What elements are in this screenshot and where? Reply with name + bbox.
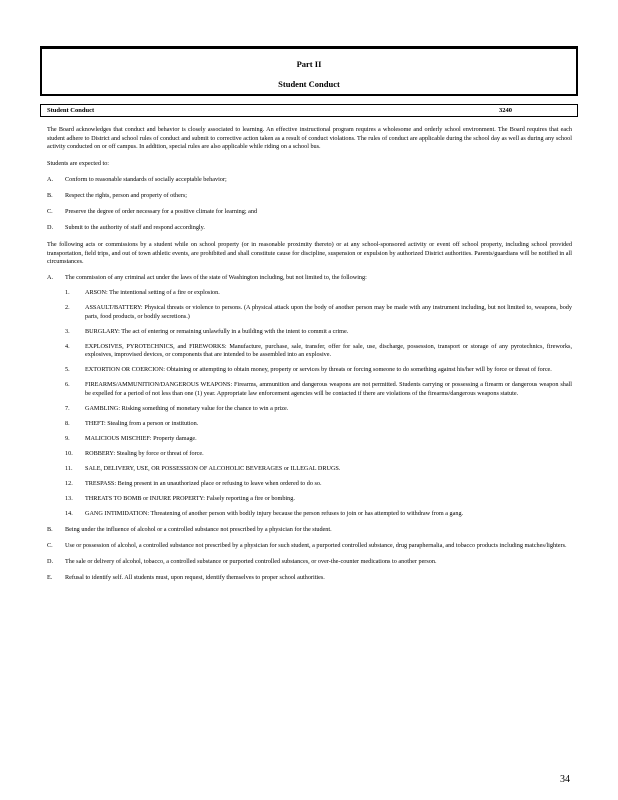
list-marker: 14.	[65, 509, 73, 517]
list-text: EXPLOSIVES, PYROTECHNICS, and FIREWORKS: Manufacture, purchase, sale, transfer, offer for sale, use, discharge, possession, transport or storage of any pyrotechnics, fireworks, explosives, improvised devices, or components that are intended to be assembled into an explosive.	[85, 342, 572, 358]
list-text: THREATS TO BOMB or INJURE PROPERTY: Falsely reporting a fire or bombing.	[85, 494, 295, 502]
list-marker: 1.	[65, 289, 70, 296]
part-header-box	[40, 46, 578, 96]
sub-list-item	[65, 450, 572, 459]
list-text: ROBBERY: Stealing by force or threat of force.	[85, 449, 204, 457]
sub-list-item	[65, 328, 572, 337]
list-text: Preserve the degree of order necessary for a positive climate for learning; and	[65, 208, 258, 215]
list-marker: 4.	[65, 342, 70, 350]
sub-list-item	[65, 510, 572, 519]
list-marker: E.	[47, 573, 53, 581]
list-text: Being under the influence of alcohol or a controlled substance not prescribed by a physician for the student.	[65, 525, 332, 533]
list-marker: 6.	[65, 381, 70, 388]
list-marker: 12.	[65, 479, 73, 487]
list-item	[47, 274, 572, 283]
sub-list-item	[65, 343, 572, 360]
list-text: TRESPASS: Being present in an unauthorized place or refusing to leave when ordered to do so.	[85, 479, 322, 487]
list-marker: 7.	[65, 404, 70, 412]
list-marker: 13.	[65, 494, 73, 502]
list-text: MALICIOUS MISCHIEF: Property damage.	[85, 434, 197, 442]
list-text: Use or possession of alcohol, a controlled substance not prescribed by a physician for such student, a purported controlled substance, drug paraphernalia, and tobacco products including matches/lighters.	[65, 541, 567, 549]
list-marker: B.	[47, 192, 53, 199]
list-marker: B.	[47, 525, 53, 533]
list-text: ASSAULT/BATTERY: Physical threats or violence to persons. (A physical attack upon the body of another person may be made with any instrument including, but not limited to, weapons, body parts, food products, or bodily secretions.)	[85, 304, 572, 320]
prohibited-acts-paragraph: The following acts or commissions by a student while on school property (or in reasonable proximity thereto) or at any school-sponsored activity or event off school property, including school provided transportation, field trips, and out of town athletic events, are prohibited and shall constitute cause for discipline, suspension or expulsion by authorized District authorities. Parents/guardians will be notified in all circumstances.	[47, 241, 572, 265]
policy-title: Student Conduct	[47, 107, 95, 114]
list-text: BURGLARY: The act of entering or remaining unlawfully in a building with the intent to commit a crime.	[85, 327, 349, 335]
list-marker: 8.	[65, 419, 70, 427]
list-text: Conform to reasonable standards of socially acceptable behavior;	[65, 176, 227, 183]
expected-lead: Students are expected to:	[47, 160, 110, 167]
sub-list-item	[65, 420, 572, 429]
list-marker: 5.	[65, 366, 70, 373]
section-title: Student Conduct	[278, 79, 340, 89]
list-text: Respect the rights, person and property of others;	[65, 192, 188, 199]
list-item	[47, 526, 572, 535]
list-item	[47, 208, 572, 217]
list-text: FIREARMS/AMMUNITION/DANGEROUS WEAPONS: Firearms, ammunition and dangerous weapons are not permitted. Students carrying or possessing a firearm or dangerous weapon shall be expelled for a period of not less than one (1) year. Appropriate law enforcement agencies will be contacted if there are violations of the firearms/dangerous weapons statute.	[85, 381, 572, 397]
list-marker: C.	[47, 541, 53, 549]
page-number: 34	[560, 774, 570, 785]
list-marker: A.	[47, 274, 54, 281]
list-item	[47, 558, 572, 567]
list-text: THEFT: Stealing from a person or institution.	[85, 419, 199, 427]
sub-list-item	[65, 435, 572, 444]
list-marker: A.	[47, 176, 54, 183]
policy-number: 3240	[499, 107, 512, 114]
sub-list-item	[65, 304, 572, 321]
list-marker: C.	[47, 208, 53, 215]
sub-list-item	[65, 381, 572, 398]
sub-list-item	[65, 405, 572, 414]
policy-header-box	[40, 104, 578, 117]
list-text: The sale or delivery of alcohol, tobacco, a controlled substance or purported controlled substances, or over-the-counter medications to another person.	[65, 557, 437, 565]
list-marker: 2.	[65, 304, 70, 311]
list-text: SALE, DELIVERY, USE, OR POSSESSION OF ALCOHOLIC BEVERAGES or ILLEGAL DRUGS.	[85, 464, 341, 472]
part-title: Part II	[296, 59, 322, 69]
list-text: EXTORTION OR COERCION: Obtaining or attempting to obtain money, property or services by threats or forcing someone to do something against his/her will by force or threat of force.	[85, 366, 552, 373]
list-text: Submit to the authority of staff and respond accordingly.	[65, 224, 205, 231]
list-text: Refusal to identify self. All students must, upon request, identify themselves to proper school authorities.	[65, 573, 325, 581]
list-text: The commission of any criminal act under the laws of the state of Washington including, but not limited to, the following:	[65, 274, 367, 281]
list-item	[47, 192, 572, 201]
intro-paragraph: The Board acknowledges that conduct and behavior is closely associated to learning. An effective instructional program requires a wholesome and orderly school environment. The Board requires that each student adhere to District and school rules of conduct and submit to corrective action taken as a result of conduct violations. The rules of conduct are applicable during the school day as well as during any school activity conducted on or off campus. In addition, special rules are also applicable while riding on a school bus.	[47, 126, 572, 150]
list-item	[47, 176, 572, 185]
sub-list-item	[65, 366, 572, 375]
list-marker: 3.	[65, 327, 70, 335]
list-marker: 10.	[65, 449, 73, 457]
list-text: GANG INTIMIDATION: Threatening of another person with bodily injury because the person refuses to join or has attempted to withdraw from a gang.	[85, 509, 464, 517]
sub-list-item	[65, 495, 572, 504]
list-text: GAMBLING: Risking something of monetary value for the chance to win a prize.	[85, 404, 289, 412]
sub-list-item	[65, 465, 572, 474]
list-marker: D.	[47, 224, 54, 231]
list-text: ARSON: The intentional setting of a fire or explosion.	[85, 289, 220, 296]
list-item	[47, 574, 572, 583]
list-marker: 11.	[65, 464, 73, 472]
list-marker: D.	[47, 557, 54, 565]
list-item	[47, 224, 572, 233]
sub-list-item	[65, 480, 572, 489]
list-item	[47, 542, 572, 551]
policy-content	[47, 126, 572, 582]
sub-list-item	[65, 289, 572, 298]
list-marker: 9.	[65, 434, 70, 442]
